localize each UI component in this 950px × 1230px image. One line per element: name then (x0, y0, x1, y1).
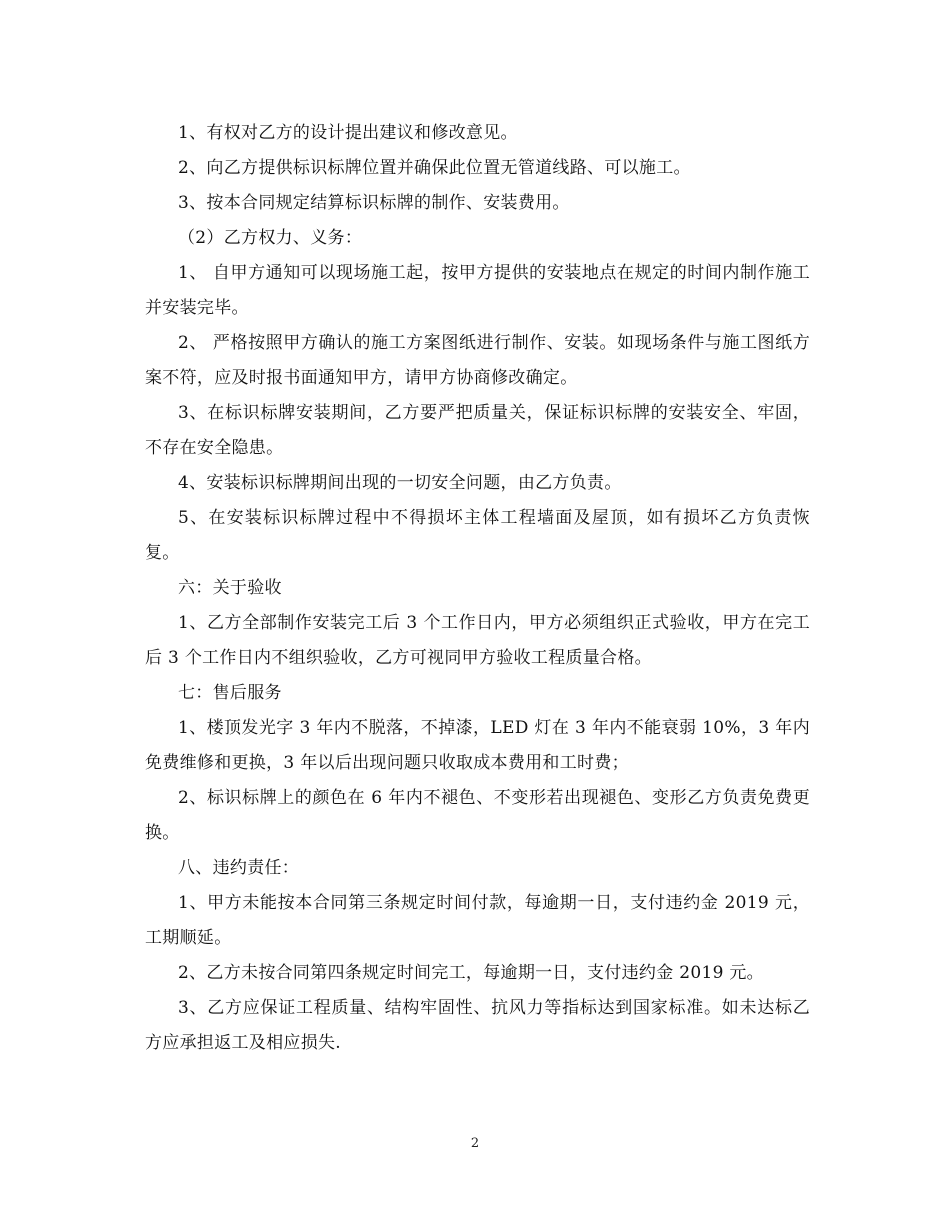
section-heading-after-sales: 七：售后服务 (178, 683, 282, 703)
paragraph-16: 1、甲方未能按本合同第三条规定时间付款，每逾期一日，支付违约金 2019 元，工期顺延。 (145, 893, 810, 948)
paragraph-5: 1、 自甲方通知可以现场施工起，按甲方提供的安装地点在规定的时间内制作施工并安装完毕。 (145, 263, 810, 318)
paragraph-1: 1、有权对乙方的设计提出建议和修改意见。 (178, 123, 518, 143)
paragraph-18: 3、乙方应保证工程质量、结构牢固性、抗风力等指标达到国家标准。如未达标乙方应承担返工及相应损失. (145, 998, 810, 1053)
paragraph-9: 5、在安装标识标牌过程中不得损坏主体工程墙面及屋顶，如有损坏乙方负责恢复。 (145, 508, 810, 563)
paragraph-3: 3、按本合同规定结算标识标牌的制作、安装费用。 (178, 193, 570, 213)
paragraph-13: 1、楼顶发光字 3 年内不脱落，不掉漆，LED 灯在 3 年内不能衰弱 10%，3 年内免费维修和更换，3 年以后出现问题只收取成本费用和工时费； (145, 718, 810, 773)
paragraph-7: 3、在标识标牌安装期间，乙方要严把质量关，保证标识标牌的安装安全、牢固，不存在安全隐患。 (145, 403, 810, 458)
paragraph-17: 2、乙方未按合同第四条规定时间完工，每逾期一日，支付违约金 2019 元。 (178, 963, 764, 983)
section-heading-acceptance: 六：关于验收 (178, 578, 282, 598)
paragraph-2: 2、向乙方提供标识标牌位置并确保此位置无管道线路、可以施工。 (178, 158, 691, 178)
paragraph-11: 1、乙方全部制作安装完工后 3 个工作日内，甲方必须组织正式验收，甲方在完工后 3 个工作日内不组织验收，乙方可视同甲方验收工程质量合格。 (145, 613, 810, 668)
paragraph-6: 2、 严格按照甲方确认的施工方案图纸进行制作、安装。如现场条件与施工图纸方案不符，应及时报书面通知甲方，请甲方协商修改确定。 (145, 333, 810, 388)
section-heading-liability: 八、违约责任： (178, 858, 300, 878)
paragraph-8: 4、安装标识标牌期间出现的一切安全问题，由乙方负责。 (178, 473, 622, 493)
paragraph-14: 2、标识标牌上的颜色在 6 年内不褪色、不变形若出现褪色、变形乙方负责免费更换。 (145, 788, 810, 843)
page-number: 2 (470, 1136, 480, 1151)
document-body (145, 116, 810, 1061)
section-heading-party-b-rights: （2）乙方权力、义务： (178, 228, 363, 248)
